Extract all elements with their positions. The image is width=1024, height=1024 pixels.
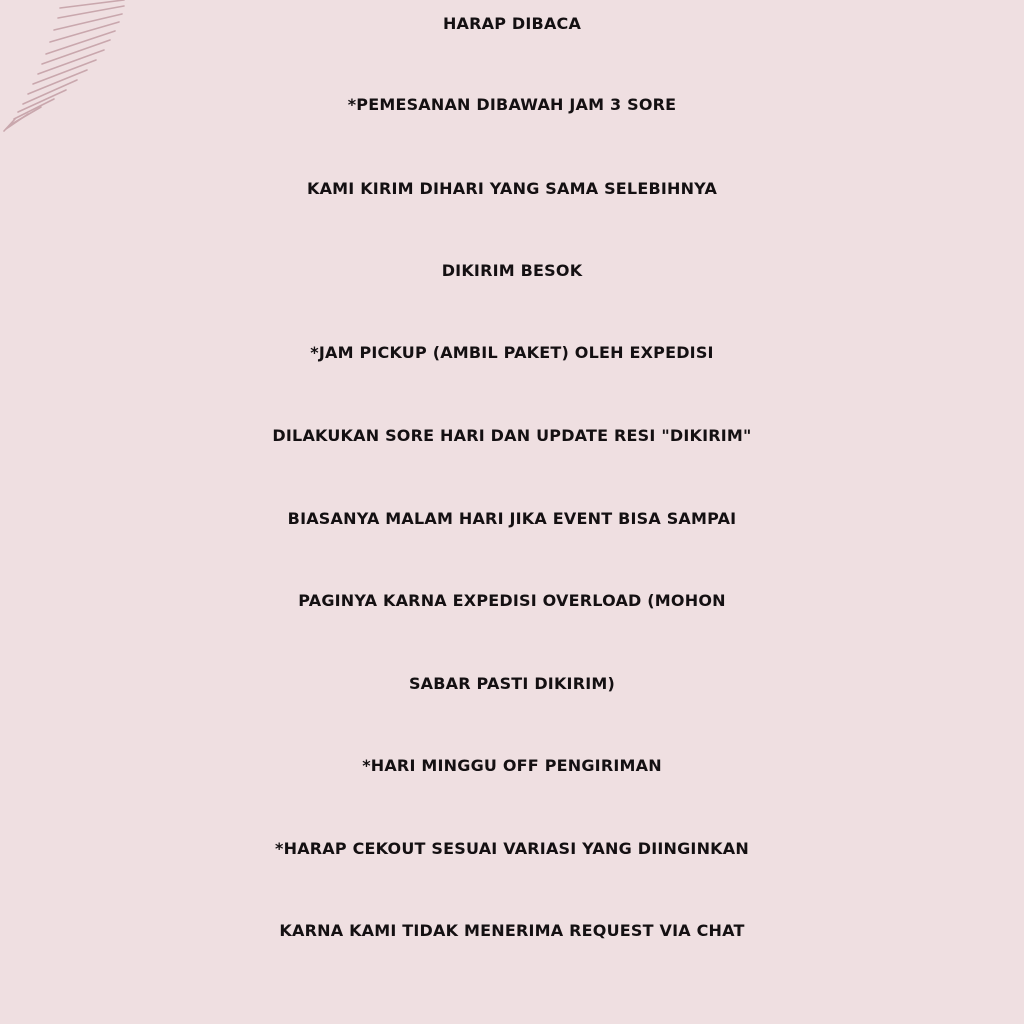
notice-line-checkout-variation: *HARAP CEKOUT SESUAI VARIASI YANG DIINGINKAN [275,839,749,858]
notice-line-next-day: DIKIRIM BESOK [441,261,583,280]
notice-line-pickup-time: *JAM PICKUP (AMBIL PAKET) OLEH EXPEDISI [310,343,714,362]
notice-line-patience: SABAR PASTI DIKIRIM) [408,674,616,693]
notice-line-pickup-update: DILAKUKAN SORE HARI DAN UPDATE RESI "DIKIRIM" [272,426,752,445]
notice-line-sunday-off: *HARI MINGGU OFF PENGIRIMAN [362,756,662,775]
notice-heading: HARAP DIBACA [442,14,582,33]
notice-line-order-cutoff: *PEMESANAN DIBAWAH JAM 3 SORE [347,95,677,114]
notice-line-same-day: KAMI KIRIM DIHARI YANG SAMA SELEBIHNYA [306,179,718,198]
notice-line-overload: PAGINYA KARNA EXPEDISI OVERLOAD (MOHON [298,591,726,610]
notice-line-event-delay: BIASANYA MALAM HARI JIKA EVENT BISA SAMPAI [287,509,737,528]
notice-line-no-chat-request: KARNA KAMI TIDAK MENERIMA REQUEST VIA CHAT [279,921,745,940]
